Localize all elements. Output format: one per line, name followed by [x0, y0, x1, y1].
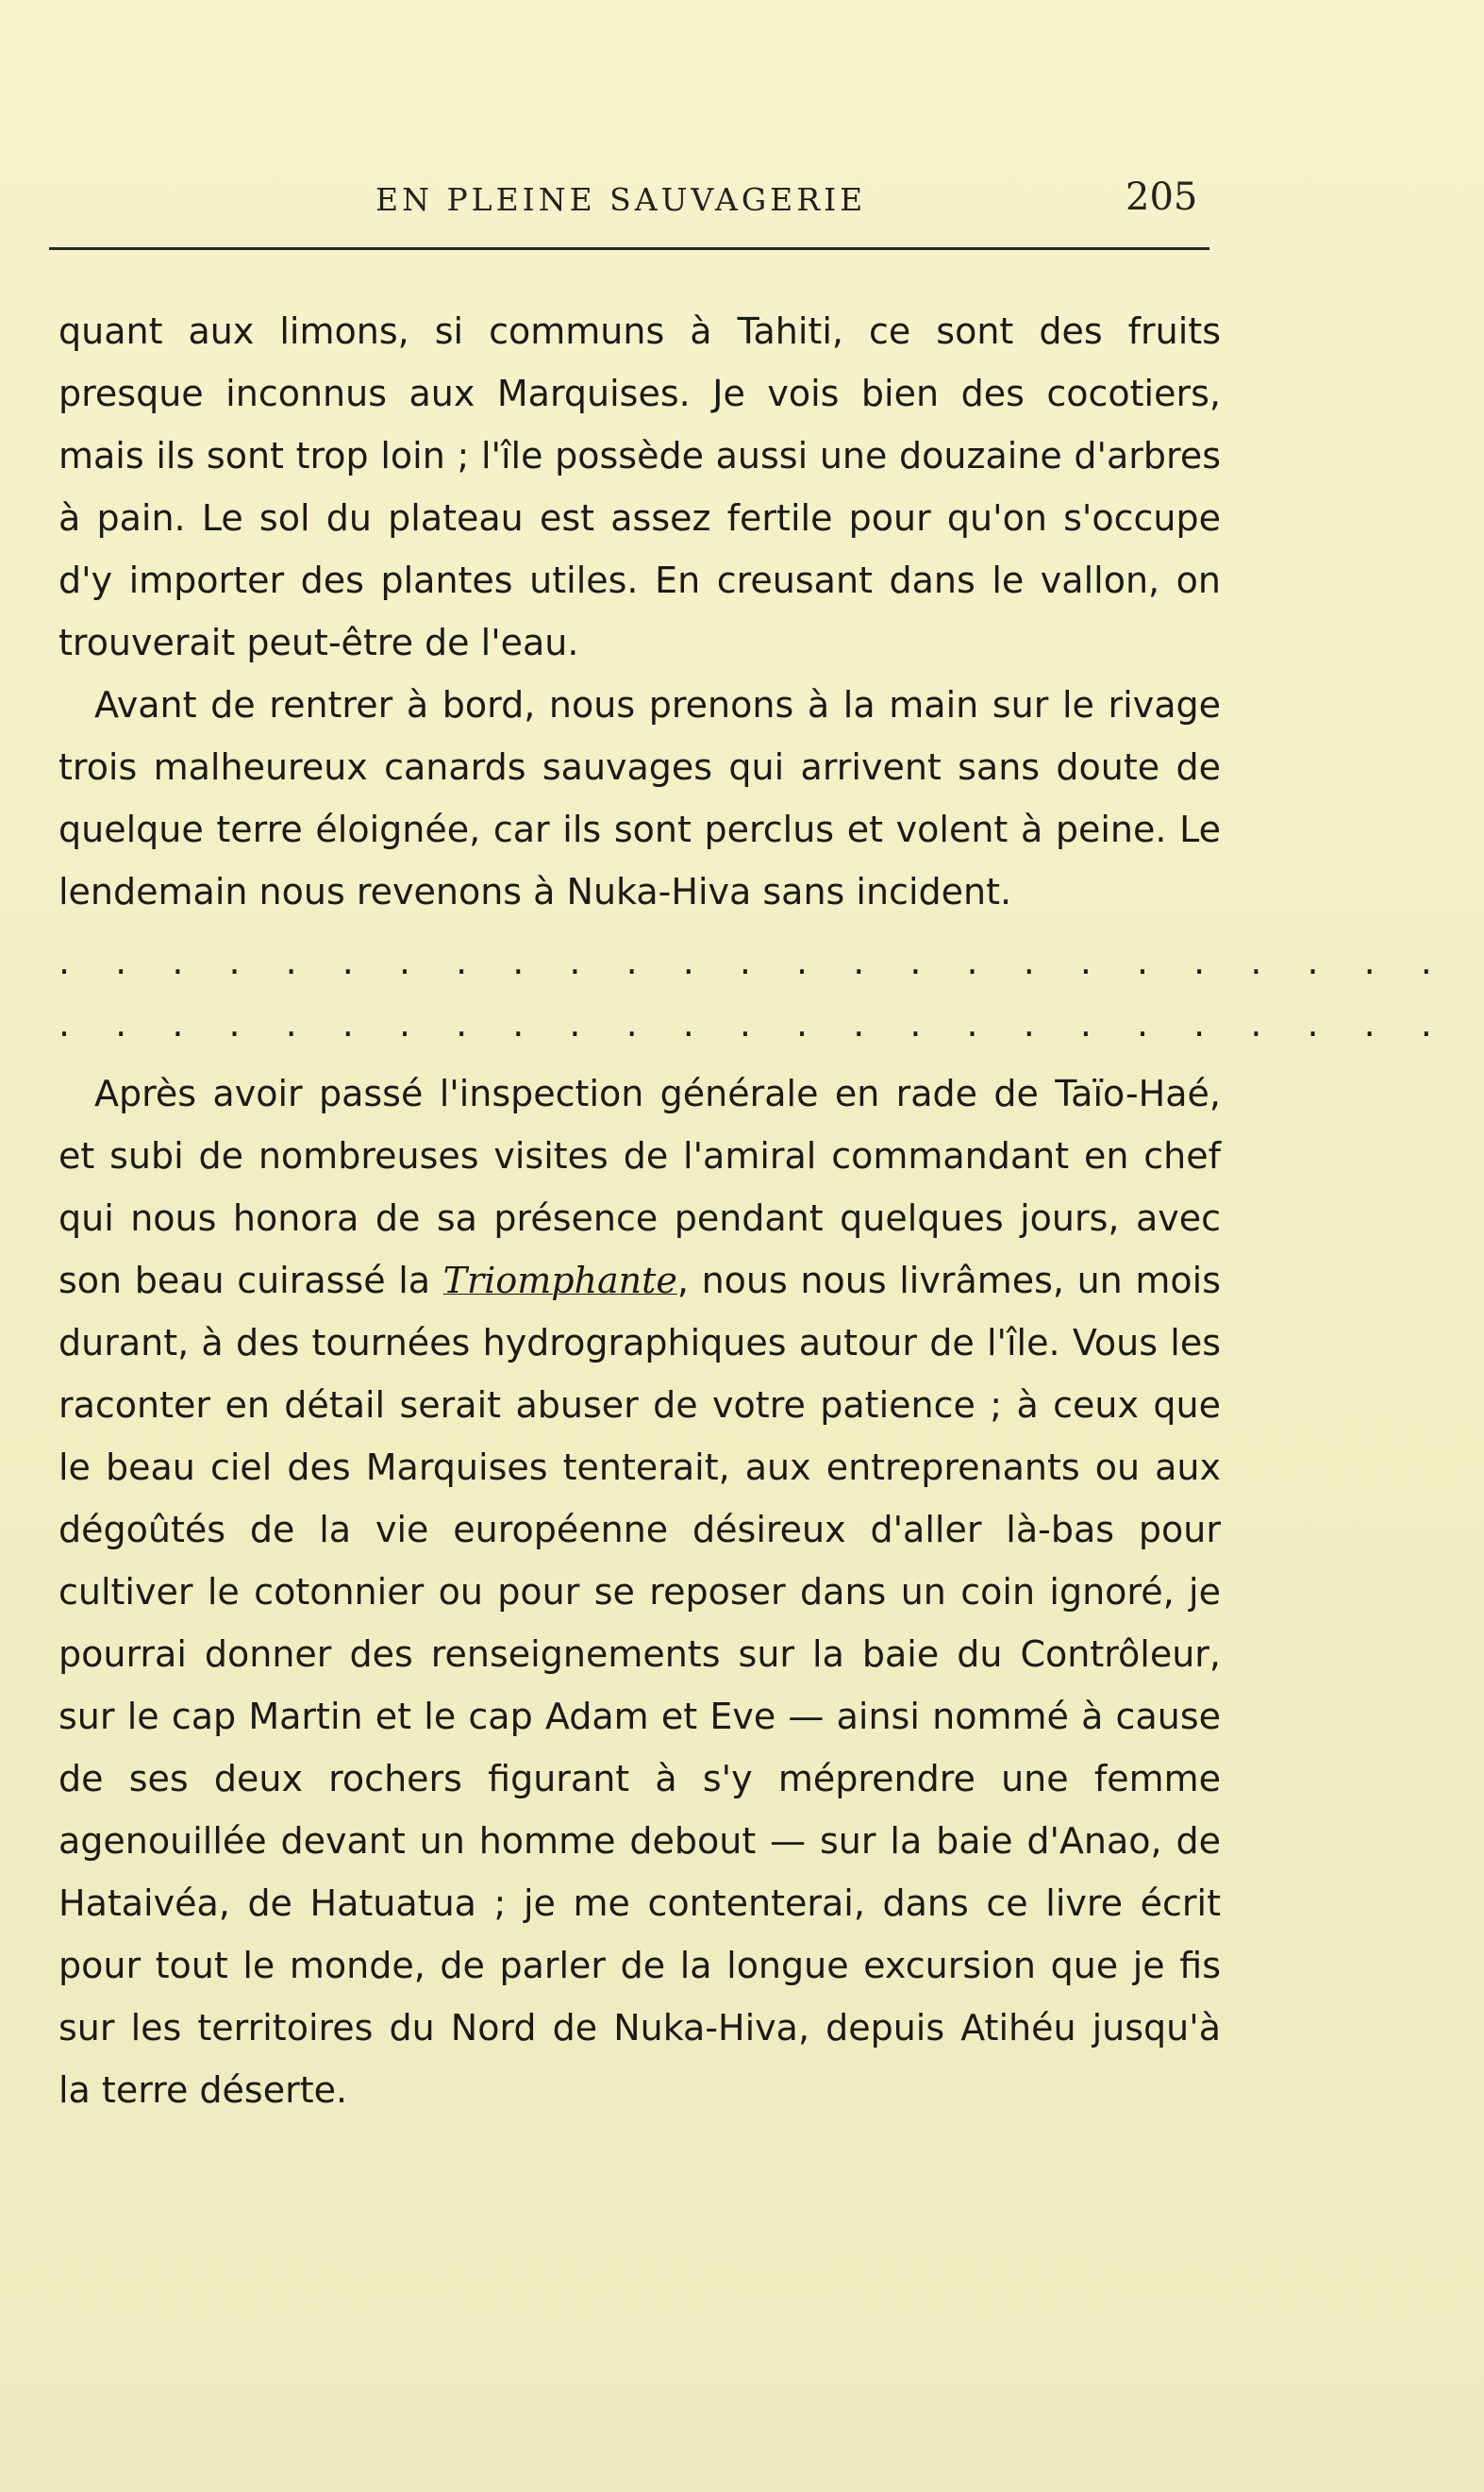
ellipsis-row-2: . . . . . . . . . . . . . . . . . . . . . . . . . [58, 1003, 1449, 1045]
paragraph-3-part-2: , nous nous livrâmes, un mois durant, à des tournées hydrographiques autour de l'île. Vous les raconter en détail serait abuser de votre patience ; à ceux que le beau ciel des Marquises tenterait, aux entreprenants ou aux dégoûtés de la vie européenne désireux d'aller là-bas pour cultiver le cotonnier ou pour se reposer dans un coin ignoré, je pourrai donner des renseignements sur la baie du Contrôleur, sur le cap Martin et le cap Adam et Eve — ainsi nommé à cause de ses deux rochers figurant à s'y méprendre une femme agenouillée devant un homme debout — sur la baie d'Anao, de Hataivéa, de Hatuatua ; je me contenterai, dans ce livre écrit pour tout le monde, de parler de la longue excursion que je fis sur les territoires du Nord de Nuka-Hiva, depuis Atihéu jusqu'à la terre déserte. [58, 1260, 1221, 2111]
page-number: 205 [1126, 176, 1198, 219]
ship-name: Triomphante [442, 1260, 677, 1301]
ellipsis-row-1: . . . . . . . . . . . . . . . . . . . . . . . . . [58, 941, 1449, 982]
paragraph-1: quant aux limons, si communs à Tahiti, ce sont des fruits presque inconnus aux Marquises. Je vois bien des cocotiers, mais ils sont trop loin ; l'île possède aussi une douzaine d'arbres à pain. Le sol du plateau est assez fertile pour qu'on s'occupe d'y importer des plantes utiles. En creusant dans le vallon, on trouverait peut-être de l'eau. [58, 310, 1221, 663]
header-rule [49, 247, 1209, 250]
body-text [58, 300, 1449, 2121]
paragraph-3 [58, 1062, 1221, 2121]
running-title: EN PLEINE SAUVAGERIE [375, 181, 867, 218]
paragraph-2: Avant de rentrer à bord, nous prenons à la main sur le rivage trois malheureux canards sauvages qui arrivent sans doute de quelque terre éloignée, car ils sont perclus et volent à peine. Le lendemain nous revenons à Nuka-Hiva sans incident. [58, 684, 1221, 912]
paragraph-3-part-1: Après avoir passé l'inspection générale en rade de Taïo-Haé, et subi de nombreuses visites de l'amiral commandant en chef qui nous honora de sa présence pendant quelques jours, avec son beau cuirassé la [58, 1073, 1221, 1301]
